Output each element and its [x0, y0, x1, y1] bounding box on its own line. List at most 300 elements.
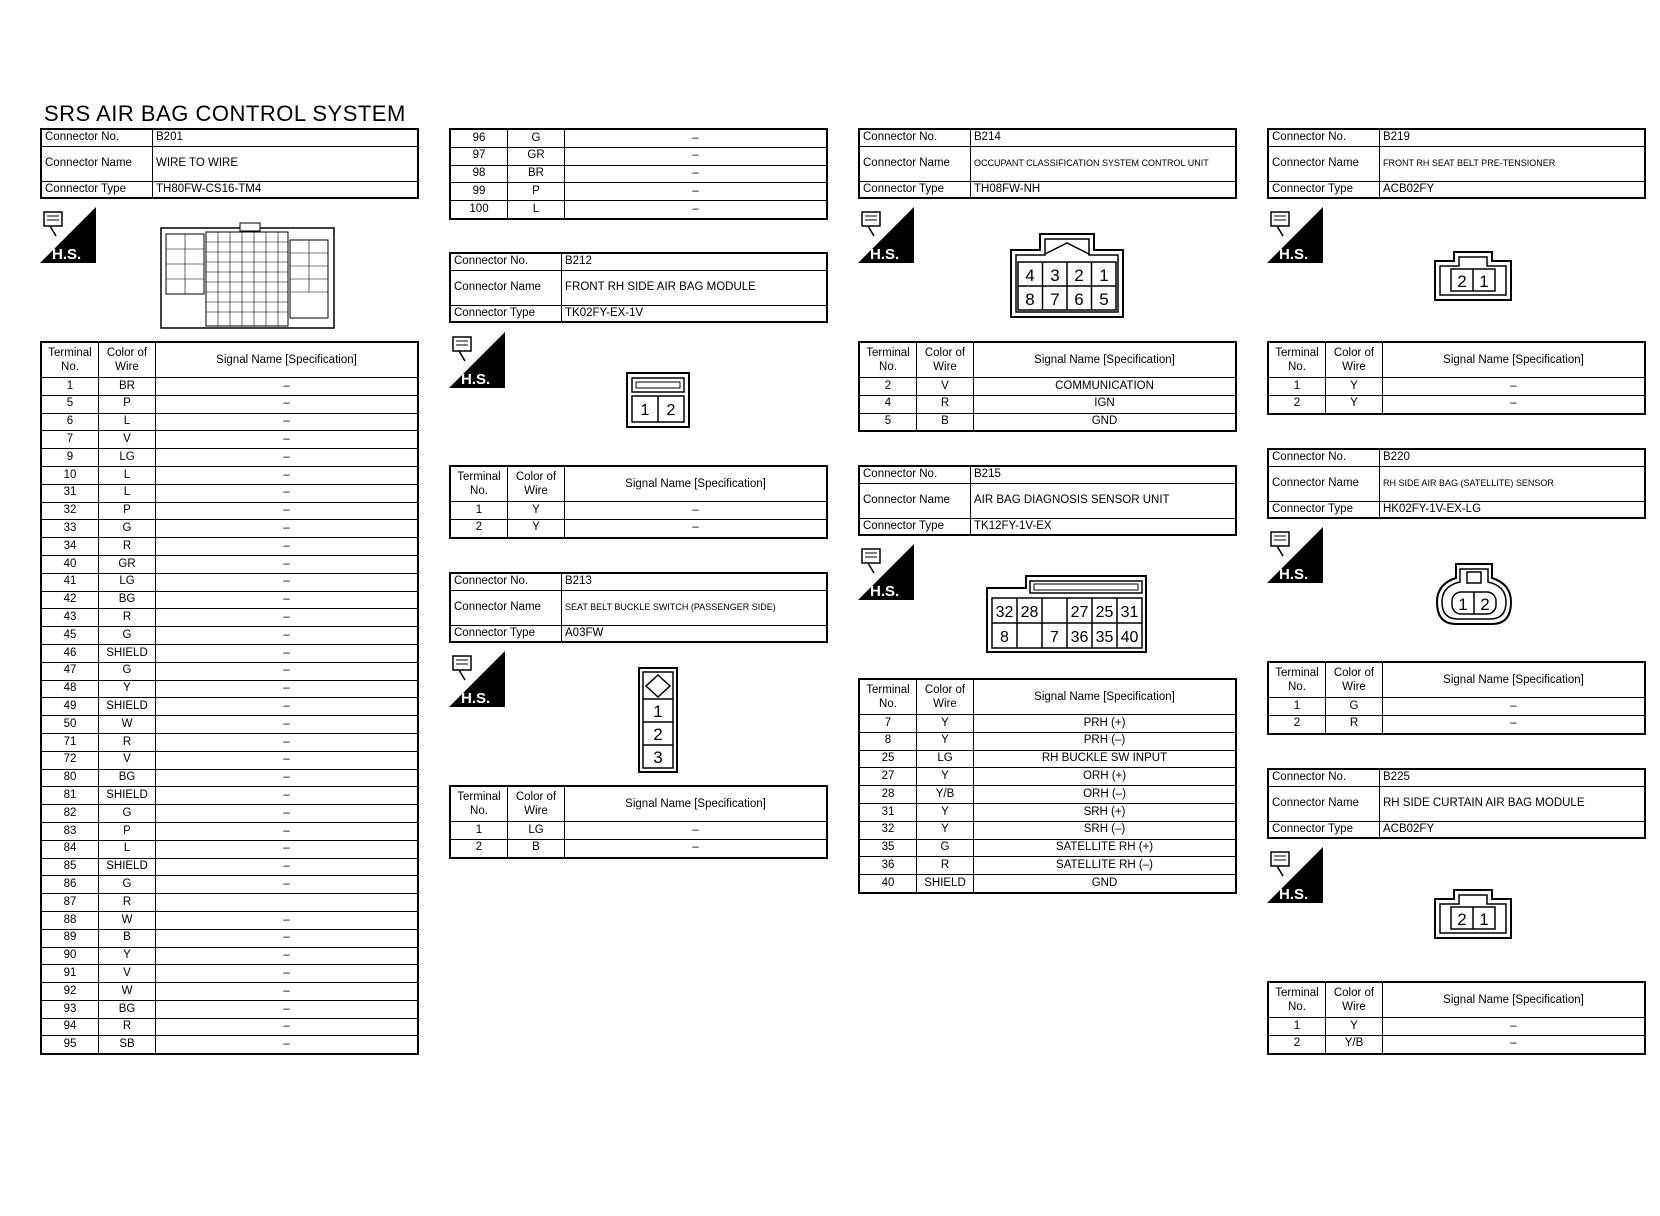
wire-color-cell: V: [99, 751, 156, 769]
pin-label: 1: [640, 402, 650, 419]
table-row: [41, 716, 418, 734]
hs-label: H.S.: [461, 371, 491, 388]
table-row: [41, 378, 418, 396]
table-row: [41, 751, 418, 769]
signal-name-cell: –: [565, 183, 828, 201]
table-row: [859, 786, 1236, 804]
signal-name-cell: RH BUCKLE SW INPUT: [974, 750, 1237, 768]
table-row: [41, 573, 418, 591]
pin-label: 25: [1095, 604, 1114, 621]
connector-info-table: [449, 252, 828, 323]
signal-name-cell: –: [156, 413, 419, 431]
table-row: [41, 1036, 418, 1054]
wire-color-cell: BR: [99, 378, 156, 396]
wire-color-cell: G: [99, 662, 156, 680]
pin-label: 2: [1480, 595, 1490, 614]
table-row: [859, 413, 1236, 431]
table-row: [41, 787, 418, 805]
signal-header: Signal Name [Specification]: [974, 679, 1237, 715]
connector-type-label: Connector Type: [1268, 181, 1380, 198]
wire-color-cell: G: [99, 876, 156, 894]
harness-side-icon: [449, 332, 505, 388]
table-row: [41, 538, 418, 556]
wire-color-cell: BG: [99, 769, 156, 787]
signal-name-cell: –: [156, 876, 419, 894]
connector-no-label: Connector No.: [1268, 769, 1380, 786]
signal-name-cell: –: [156, 733, 419, 751]
terminal-no-cell: 91: [41, 965, 99, 983]
signal-name-cell: –: [156, 716, 419, 734]
pin-label: 27: [1070, 604, 1089, 621]
terminal-no-header: Terminal No.: [1268, 662, 1326, 698]
terminal-table: [449, 128, 828, 220]
signal-name-cell: –: [156, 1018, 419, 1036]
terminal-table: [858, 341, 1237, 432]
wire-color-cell: Y: [1326, 395, 1383, 413]
connector-info-table: [1267, 128, 1646, 199]
terminal-no-cell: 90: [41, 947, 99, 965]
terminal-no-cell: 41: [41, 573, 99, 591]
table-row: [450, 519, 827, 537]
terminal-no-cell: 9: [41, 449, 99, 467]
signal-name-cell: SRH (–): [974, 821, 1237, 839]
signal-name-cell: –: [156, 431, 419, 449]
wire-color-cell: BR: [508, 165, 565, 183]
terminal-no-cell: 96: [450, 129, 508, 147]
wire-color-cell: P: [508, 183, 565, 201]
signal-name-cell: –: [156, 378, 419, 396]
terminal-no-cell: 93: [41, 1000, 99, 1018]
signal-name-cell: –: [156, 929, 419, 947]
signal-name-cell: –: [156, 858, 419, 876]
wire-color-cell: Y: [508, 519, 565, 537]
color-header: Color of Wire: [99, 342, 156, 378]
connector-info-table: [1267, 768, 1646, 839]
pin-label: 36: [1070, 629, 1089, 646]
connector-b219: [1267, 128, 1646, 199]
table-row: [859, 750, 1236, 768]
connector-name-value: AIR BAG DIAGNOSIS SENSOR UNIT: [971, 483, 1237, 518]
signal-name-cell: –: [565, 165, 828, 183]
connector-type-value: ACB02FY: [1380, 181, 1646, 198]
connector-type-value: HK02FY-1V-EX-LG: [1380, 501, 1646, 518]
terminal-no-cell: 35: [859, 839, 917, 857]
connector-b213: [449, 572, 828, 643]
b201-connector-face: [160, 222, 335, 335]
connector-b212: [449, 252, 828, 323]
signal-name-cell: –: [156, 555, 419, 573]
harness-side-icon: [1267, 527, 1323, 583]
terminal-no-cell: 92: [41, 983, 99, 1001]
wire-color-cell: L: [99, 484, 156, 502]
terminal-no-header: Terminal No.: [41, 342, 99, 378]
signal-name-cell: SATELLITE RH (–): [974, 857, 1237, 875]
pin-label: 6: [1074, 290, 1084, 309]
table-row: [41, 662, 418, 680]
terminal-no-cell: 4: [859, 395, 917, 413]
signal-name-cell: –: [156, 822, 419, 840]
wire-color-cell: Y: [917, 821, 974, 839]
pin-label: 7: [1050, 290, 1060, 309]
signal-name-cell: –: [156, 573, 419, 591]
pin-label: 4: [1025, 266, 1035, 285]
signal-name-cell: –: [1383, 378, 1646, 396]
signal-name-cell: –: [565, 502, 828, 520]
table-row: [450, 129, 827, 147]
terminal-no-cell: 40: [859, 875, 917, 893]
terminal-no-cell: 2: [1268, 395, 1326, 413]
wire-color-cell: Y: [99, 947, 156, 965]
signal-name-cell: –: [156, 787, 419, 805]
signal-name-cell: –: [565, 201, 828, 219]
pin-label: 8: [1025, 290, 1035, 309]
b219-terminal-table: [1267, 341, 1646, 415]
wire-color-cell: LG: [917, 750, 974, 768]
terminal-no-cell: 36: [859, 857, 917, 875]
terminal-no-cell: 99: [450, 183, 508, 201]
pin-label: 40: [1120, 629, 1139, 646]
table-row: [41, 520, 418, 538]
table-row: [41, 1018, 418, 1036]
terminal-no-cell: 49: [41, 698, 99, 716]
table-row: [41, 627, 418, 645]
signal-name-cell: –: [156, 840, 419, 858]
connector-name-value: RH SIDE CURTAIN AIR BAG MODULE: [1380, 786, 1646, 821]
terminal-no-cell: 2: [450, 519, 508, 537]
signal-header: Signal Name [Specification]: [1383, 982, 1646, 1018]
connector-no-label: Connector No.: [41, 129, 153, 146]
signal-name-cell: GND: [974, 875, 1237, 893]
terminal-no-cell: 33: [41, 520, 99, 538]
table-row: [859, 821, 1236, 839]
wire-color-cell: BG: [99, 1000, 156, 1018]
terminal-no-cell: 1: [1268, 698, 1326, 716]
signal-name-cell: –: [156, 644, 419, 662]
connector-name-value: WIRE TO WIRE: [153, 146, 419, 181]
wire-color-cell: LG: [508, 822, 565, 840]
signal-name-cell: ORH (–): [974, 786, 1237, 804]
connector-name-label: Connector Name: [1268, 466, 1380, 501]
terminal-no-cell: 7: [859, 715, 917, 733]
table-row: [41, 395, 418, 413]
connector-type-label: Connector Type: [859, 181, 971, 198]
wire-color-cell: G: [99, 520, 156, 538]
color-header: Color of Wire: [917, 679, 974, 715]
terminal-no-cell: 1: [1268, 1018, 1326, 1036]
table-row: [1268, 1035, 1645, 1053]
connector-b214: [858, 128, 1237, 199]
terminal-no-cell: 88: [41, 911, 99, 929]
wire-color-cell: Y/B: [917, 786, 974, 804]
table-row: [41, 413, 418, 431]
connector-no-value: B212: [562, 253, 828, 270]
table-row: [41, 805, 418, 823]
connector-no-value: B225: [1380, 769, 1646, 786]
table-row: [1268, 1018, 1645, 1036]
table-row: [41, 894, 418, 912]
b225-terminal-table: [1267, 981, 1646, 1055]
table-row: [450, 839, 827, 857]
connector-info-table: [858, 128, 1237, 199]
wire-color-cell: L: [508, 201, 565, 219]
wire-color-cell: G: [508, 129, 565, 147]
signal-name-cell: COMMUNICATION: [974, 378, 1237, 396]
table-row: [41, 680, 418, 698]
signal-name-cell: –: [156, 609, 419, 627]
wire-color-cell: P: [99, 395, 156, 413]
table-row: [450, 201, 827, 219]
signal-name-cell: –: [156, 449, 419, 467]
connector-name-label: Connector Name: [450, 270, 562, 305]
table-row: [450, 165, 827, 183]
pin-label: 1: [1099, 266, 1109, 285]
terminal-no-cell: 27: [859, 768, 917, 786]
signal-name-cell: –: [565, 822, 828, 840]
hs-label: H.S.: [1279, 566, 1309, 583]
signal-header: Signal Name [Specification]: [565, 466, 828, 502]
signal-name-cell: –: [156, 484, 419, 502]
signal-name-cell: –: [1383, 395, 1646, 413]
signal-name-cell: –: [156, 395, 419, 413]
table-row: [1268, 378, 1645, 396]
table-row: [859, 732, 1236, 750]
terminal-no-cell: 95: [41, 1036, 99, 1054]
terminal-no-header: Terminal No.: [1268, 342, 1326, 378]
signal-name-cell: –: [156, 502, 419, 520]
connector-name-value: RH SIDE AIR BAG (SATELLITE) SENSOR: [1380, 466, 1646, 501]
connector-no-label: Connector No.: [859, 466, 971, 483]
connector-no-label: Connector No.: [450, 573, 562, 590]
terminal-no-cell: 98: [450, 165, 508, 183]
signal-name-cell: –: [156, 662, 419, 680]
connector-type-value: A03FW: [562, 625, 828, 642]
terminal-no-cell: 1: [450, 822, 508, 840]
terminal-no-cell: 87: [41, 894, 99, 912]
connector-type-label: Connector Type: [1268, 821, 1380, 838]
connector-name-value: OCCUPANT CLASSIFICATION SYSTEM CONTROL UNIT: [971, 146, 1237, 181]
terminal-no-cell: 6: [41, 413, 99, 431]
signal-header: Signal Name [Specification]: [1383, 662, 1646, 698]
wire-color-cell: Y: [917, 732, 974, 750]
terminal-no-cell: 8: [859, 732, 917, 750]
color-header: Color of Wire: [1326, 342, 1383, 378]
terminal-table: [1267, 981, 1646, 1055]
wire-color-cell: SHIELD: [99, 858, 156, 876]
terminal-no-cell: 80: [41, 769, 99, 787]
connector-info-table: [858, 465, 1237, 536]
terminal-no-header: Terminal No.: [859, 679, 917, 715]
terminal-no-cell: 1: [1268, 378, 1326, 396]
table-row: [41, 858, 418, 876]
wire-color-cell: R: [99, 1018, 156, 1036]
connector-name-value: FRONT RH SEAT BELT PRE-TENSIONER: [1380, 146, 1646, 181]
wire-color-cell: SHIELD: [99, 698, 156, 716]
b215-connector-face: [986, 574, 1148, 659]
table-row: [450, 183, 827, 201]
terminal-no-cell: 85: [41, 858, 99, 876]
table-row: [1268, 395, 1645, 413]
table-row: [1268, 698, 1645, 716]
terminal-no-cell: 46: [41, 644, 99, 662]
wire-color-cell: Y: [508, 502, 565, 520]
table-row: [41, 609, 418, 627]
table-row: [1268, 715, 1645, 733]
terminal-table: [1267, 661, 1646, 735]
wire-color-cell: W: [99, 911, 156, 929]
signal-name-cell: –: [156, 1000, 419, 1018]
connector-type-value: TK12FY-1V-EX: [971, 518, 1237, 535]
wire-color-cell: R: [99, 733, 156, 751]
b215-terminal-table: [858, 678, 1237, 894]
pin-label: 3: [653, 748, 663, 767]
terminal-no-cell: 2: [1268, 715, 1326, 733]
b201-terminal-table: [40, 341, 419, 1055]
hs-label: H.S.: [1279, 246, 1309, 263]
color-header: Color of Wire: [917, 342, 974, 378]
terminal-no-cell: 2: [1268, 1035, 1326, 1053]
terminal-no-cell: 50: [41, 716, 99, 734]
connector-no-value: B213: [562, 573, 828, 590]
terminal-no-cell: 89: [41, 929, 99, 947]
hs-label: H.S.: [870, 583, 900, 600]
terminal-no-cell: 40: [41, 555, 99, 573]
signal-name-cell: –: [565, 519, 828, 537]
harness-side-icon: [858, 544, 914, 600]
table-row: [41, 840, 418, 858]
connector-name-label: Connector Name: [1268, 786, 1380, 821]
wire-color-cell: W: [99, 716, 156, 734]
signal-header: Signal Name [Specification]: [974, 342, 1237, 378]
connector-type-value: TH80FW-CS16-TM4: [153, 181, 419, 198]
wire-color-cell: V: [99, 965, 156, 983]
b212-terminal-table: [449, 465, 828, 539]
color-header: Color of Wire: [508, 466, 565, 502]
terminal-no-cell: 45: [41, 627, 99, 645]
hs-label: H.S.: [52, 246, 82, 263]
pin-label: 3: [1050, 266, 1060, 285]
connector-name-label: Connector Name: [450, 590, 562, 625]
connector-type-label: Connector Type: [450, 625, 562, 642]
terminal-no-cell: 82: [41, 805, 99, 823]
table-row: [41, 484, 418, 502]
signal-name-cell: SRH (+): [974, 803, 1237, 821]
b219-connector-face: [1434, 251, 1512, 306]
signal-name-cell: –: [1383, 715, 1646, 733]
signal-name-cell: –: [156, 751, 419, 769]
terminal-no-cell: 32: [41, 502, 99, 520]
connector-no-label: Connector No.: [450, 253, 562, 270]
b212-connector-face: [626, 372, 690, 433]
terminal-table: [1267, 341, 1646, 415]
pin-label: 32: [995, 604, 1014, 621]
signal-name-cell: –: [565, 129, 828, 147]
wire-color-cell: R: [99, 609, 156, 627]
pin-label: 2: [666, 402, 676, 419]
wire-color-cell: Y: [917, 768, 974, 786]
connector-name-label: Connector Name: [859, 483, 971, 518]
connector-no-label: Connector No.: [1268, 449, 1380, 466]
b213-connector-face: [638, 667, 678, 778]
signal-header: Signal Name [Specification]: [156, 342, 419, 378]
connector-b220: [1267, 448, 1646, 519]
table-row: [41, 698, 418, 716]
pin-label: 28: [1020, 604, 1039, 621]
table-row: [859, 857, 1236, 875]
wire-color-cell: V: [99, 431, 156, 449]
terminal-no-cell: 28: [859, 786, 917, 804]
terminal-table: [449, 785, 828, 859]
pin-label: 31: [1120, 604, 1139, 621]
terminal-no-cell: 7: [41, 431, 99, 449]
pin-label: 5: [1099, 290, 1109, 309]
terminal-no-cell: 31: [41, 484, 99, 502]
wire-color-cell: SHIELD: [917, 875, 974, 893]
terminal-no-cell: 72: [41, 751, 99, 769]
terminal-no-header: Terminal No.: [859, 342, 917, 378]
table-row: [41, 929, 418, 947]
connector-name-label: Connector Name: [859, 146, 971, 181]
b201-continued-table: [449, 128, 828, 220]
connector-name-label: Connector Name: [41, 146, 153, 181]
color-header: Color of Wire: [1326, 982, 1383, 1018]
connector-no-value: B201: [153, 129, 419, 146]
signal-name-cell: –: [565, 147, 828, 165]
signal-name-cell: –: [156, 680, 419, 698]
terminal-no-cell: 5: [41, 395, 99, 413]
terminal-no-cell: 1: [41, 378, 99, 396]
harness-side-icon: [449, 651, 505, 707]
table-row: [41, 983, 418, 1001]
table-row: [41, 449, 418, 467]
wire-color-cell: G: [99, 805, 156, 823]
wire-color-cell: Y: [917, 803, 974, 821]
connector-type-value: TK02FY-EX-1V: [562, 305, 828, 322]
table-row: [859, 875, 1236, 893]
connector-type-label: Connector Type: [450, 305, 562, 322]
connector-b215: [858, 465, 1237, 536]
wire-color-cell: Y: [1326, 1018, 1383, 1036]
table-row: [859, 395, 1236, 413]
table-row: [859, 803, 1236, 821]
wire-color-cell: SB: [99, 1036, 156, 1054]
table-row: [859, 378, 1236, 396]
terminal-table: [40, 341, 419, 1055]
page-title: SRS AIR BAG CONTROL SYSTEM: [44, 101, 406, 126]
signal-name-cell: –: [156, 983, 419, 1001]
pin-label: 35: [1095, 629, 1114, 646]
pin-label: 2: [1457, 272, 1467, 291]
wire-color-cell: R: [99, 894, 156, 912]
signal-name-cell: –: [565, 839, 828, 857]
terminal-no-cell: 48: [41, 680, 99, 698]
b214-terminal-table: [858, 341, 1237, 432]
table-row: [41, 822, 418, 840]
wire-color-cell: B: [99, 929, 156, 947]
wire-color-cell: Y: [99, 680, 156, 698]
table-row: [41, 947, 418, 965]
table-row: [41, 965, 418, 983]
terminal-no-cell: 47: [41, 662, 99, 680]
harness-side-icon: [858, 207, 914, 263]
harness-side-icon: [1267, 847, 1323, 903]
table-row: [41, 466, 418, 484]
wire-color-cell: G: [99, 627, 156, 645]
pin-label: 8: [1000, 629, 1009, 646]
terminal-no-cell: 42: [41, 591, 99, 609]
wire-color-cell: V: [917, 378, 974, 396]
table-row: [859, 839, 1236, 857]
pin-label: 7: [1050, 629, 1059, 646]
